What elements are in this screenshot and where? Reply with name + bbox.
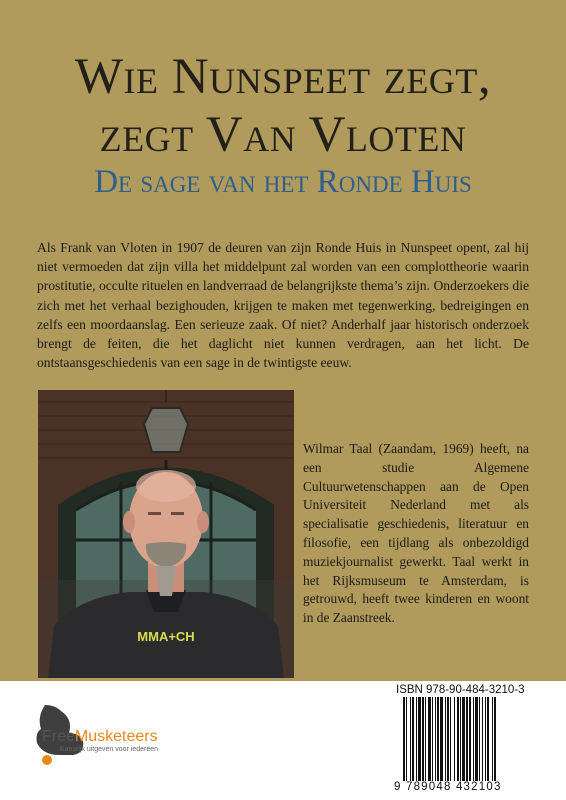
author-photo — [38, 390, 294, 678]
barcode-number: 9 789048 432103 — [394, 781, 502, 793]
shirt-print: MMA+CH — [137, 629, 195, 644]
publisher-name — [42, 728, 158, 746]
publisher-name-part1: Free — [42, 728, 75, 745]
book-title-line-2: zegt Van Vloten — [99, 107, 467, 163]
book-subtitle: De sage van het Ronde Huis — [94, 164, 472, 200]
publisher-name-part2: Musketeers — [74, 728, 158, 745]
isbn-label: ISBN 978-90-484-3210-3 — [396, 684, 525, 696]
barcode-bars — [403, 697, 531, 781]
book-title-line-1: Wie Nunspeet zegt, — [74, 49, 492, 105]
author-photo-image — [38, 390, 294, 678]
publisher-tagline: Kansrijk uitgeven voor iedereen — [60, 746, 159, 753]
book-blurb: Als Frank van Vloten in 1907 de deuren van zijn Ronde Huis in Nunspeet opent, zal hij niet vermoeden dat zijn villa het middelpunt zal worden van een complottheorie waarin prostitutie, occulte rituelen en landverraad de belangrijkste thema’s zijn. Onderzoekers die zich met het verhaal bezighouden, krijgen te maken met tegenwerking, bedreigingen en zelfs een moordaanslag. Een serieuze zaak. Of niet? Anderhalf jaar historisch onderzoek brengt de feiten, die het daglicht niet kunnen verdragen, aan het licht. De ontstaansgeschiedenis van een sage in de twintigste eeuw. — [37, 240, 529, 371]
author-bio: Wilmar Taal (Zaandam, 1969) heeft, na een studie Algemene Cultuurwetenschappen aan de Open Universiteit Nederland met als specialisatie geschiedenis, literatuur en filosofie, een tijdlang als onbezoldigd muziekjournalist gewerkt. Taal werkt in het Rijksmuseum te Amsterdam, is getrouwd, heeft twee kinderen en woont in de Zaanstreek. — [303, 441, 529, 626]
